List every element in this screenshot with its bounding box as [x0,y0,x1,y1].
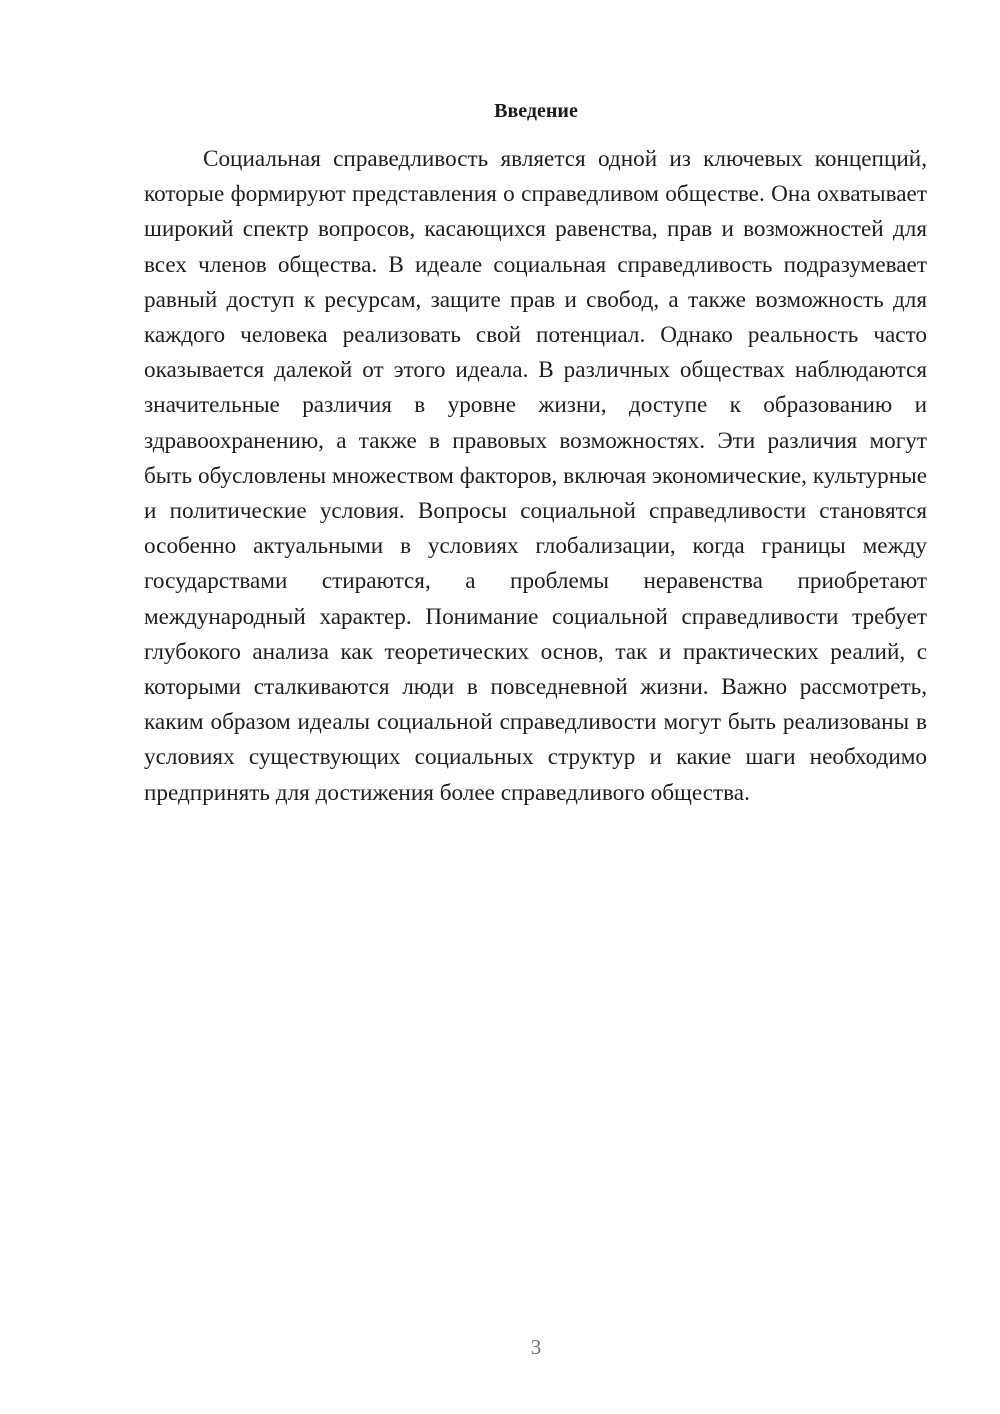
body-paragraph: Социальная справедливость является одной из ключевых концепций, которые формируют представления о справедливом обществе. Она охватывает широкий спектр вопросов, касающихся равенства, прав и возможностей для всех членов общества. В идеале социальная справедливость подразумевает равный доступ к ресурсам, защите прав и свобод, а также возможность для каждого человека реализовать свой потенциал. Однако реальность часто оказывается далекой от этого идеала. В различных обществах наблюдаются значительные различия в уровне жизни, доступе к образованию и здравоохранению, а также в правовых возможностях. Эти различия могут быть обусловлены множеством факторов, включая экономические, культурные и политические условия. Вопросы социальной справедливости становятся особенно актуальными в условиях глобализации, когда границы между государствами стираются, а проблемы неравенства приобретают международный характер. Понимание социальной справедливости требует глубокого анализа как теоретических основ, так и практических реалий, с которыми сталкиваются люди в повседневной жизни. Важно рассмотреть, каким образом идеалы социальной справедливости могут быть реализованы в условиях существующих социальных структур и какие шаги необходимо предпринять для достижения более справедливого общества. [144,146,927,806]
page-number: 3 [530,1335,542,1359]
section-heading: Введение [494,100,578,122]
